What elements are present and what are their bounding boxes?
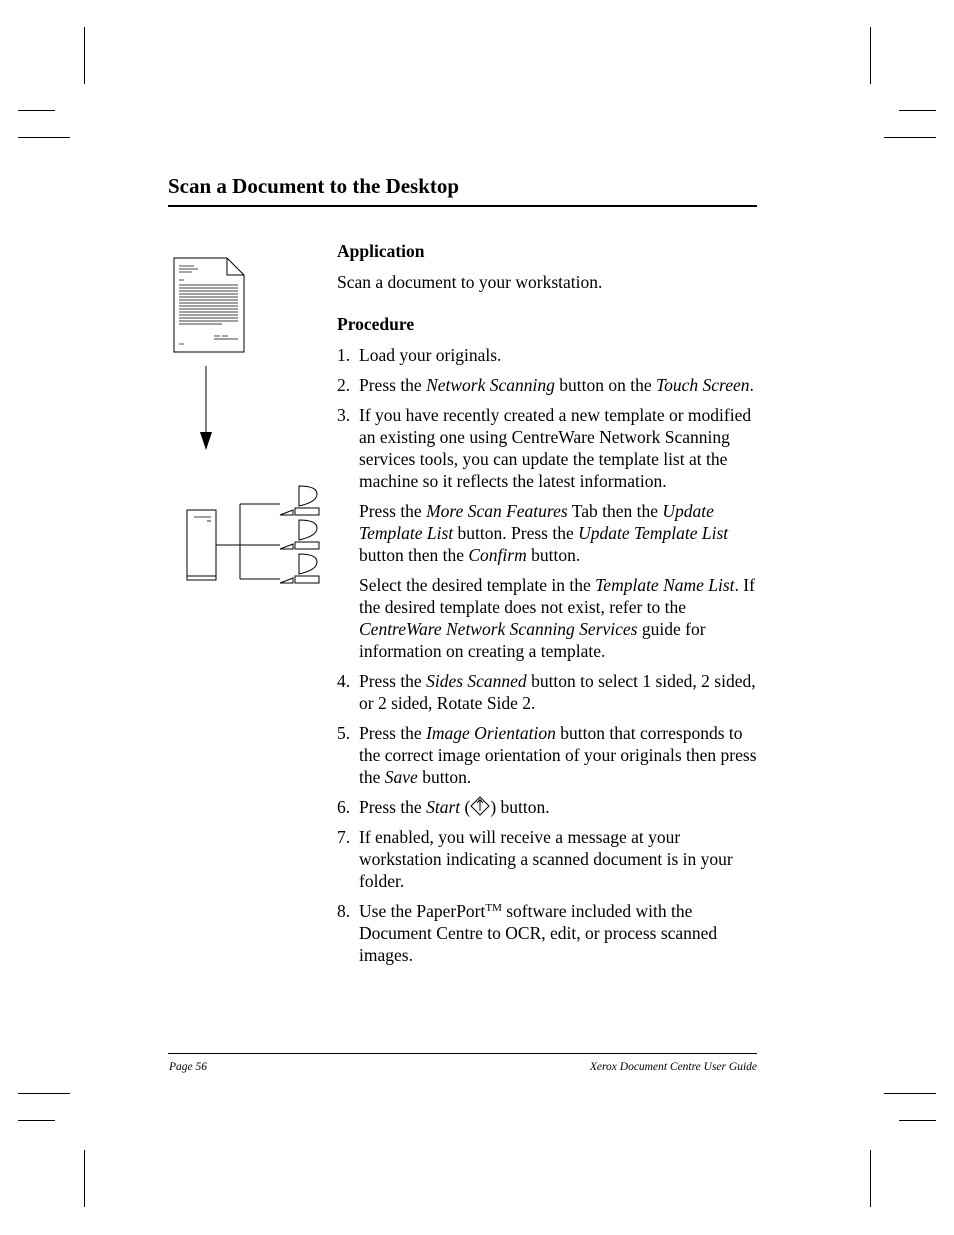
document-icon [172,256,248,356]
list-item: 4. Press the Sides Scanned button to select 1 sided, 2 sided, or 2 sided, Rotate Side 2. [337,671,756,713]
network-workstations-icon [180,478,330,588]
list-item: 1. Load your originals. [337,345,502,365]
crop-mark [18,1120,55,1121]
crop-mark [84,1150,85,1207]
crop-mark [18,1093,70,1094]
footer-rule [168,1053,757,1054]
list-item: 2. Press the Network Scanning button on the Touch Screen. [337,375,754,395]
crop-mark [18,137,70,138]
list-item: 8. Use the PaperPort™ software included with the Document Centre to OCR, edit, or process scanned images. [337,901,718,965]
application-text: Scan a document to your workstation. [337,272,603,292]
procedure-steps [337,344,761,966]
crop-mark [884,1093,936,1094]
list-item: 7. If enabled, you will receive a message at your workstation indicating a scanned document is in your folder. [337,827,733,891]
crop-mark [899,1120,936,1121]
crop-mark [870,1150,871,1207]
page-number: Page 56 [169,1061,208,1073]
title-rule [168,205,757,207]
list-item: 3. If you have recently created a new template or modified an existing one using CentreWare Network Scanning services tools, you can update the template list at the machine so it reflects the latest information. Press the More Scan Features Tab then the Update Template List button. Press the Update Template List button then the Confirm button. Select the desired template in the Template Name List. If the desired template does not exist, refer to the CentreWare Network Scanning Services guide for information on creating a template. [337,404,761,662]
crop-mark [18,110,55,111]
step-3-detail-1: Press the More Scan Features Tab then the Update Template List button. Press the Update Template List button then the Confirm button. [359,501,729,565]
procedure-heading: Procedure [337,314,415,334]
crop-mark [884,137,936,138]
crop-mark [84,27,85,84]
crop-mark [899,110,936,111]
list-item: 5. Press the Image Orientation button that corresponds to the correct image orientation of your originals then press the Save button. [337,723,757,787]
main-content [337,240,761,974]
step-3-detail-2: Select the desired template in the Template Name List. If the desired template does not exist, refer to the CentreWare Network Scanning Services guide for information on creating a template. [359,575,755,661]
crop-mark [870,27,871,84]
guide-title: Xerox Document Centre User Guide [589,1061,757,1073]
start-button-icon [470,796,490,816]
application-heading: Application [337,241,425,261]
list-item: 6. Press the Start ( ) button. [337,797,550,817]
arrow-down-icon [196,364,216,452]
page-title: Scan a Document to the Desktop [168,174,460,198]
